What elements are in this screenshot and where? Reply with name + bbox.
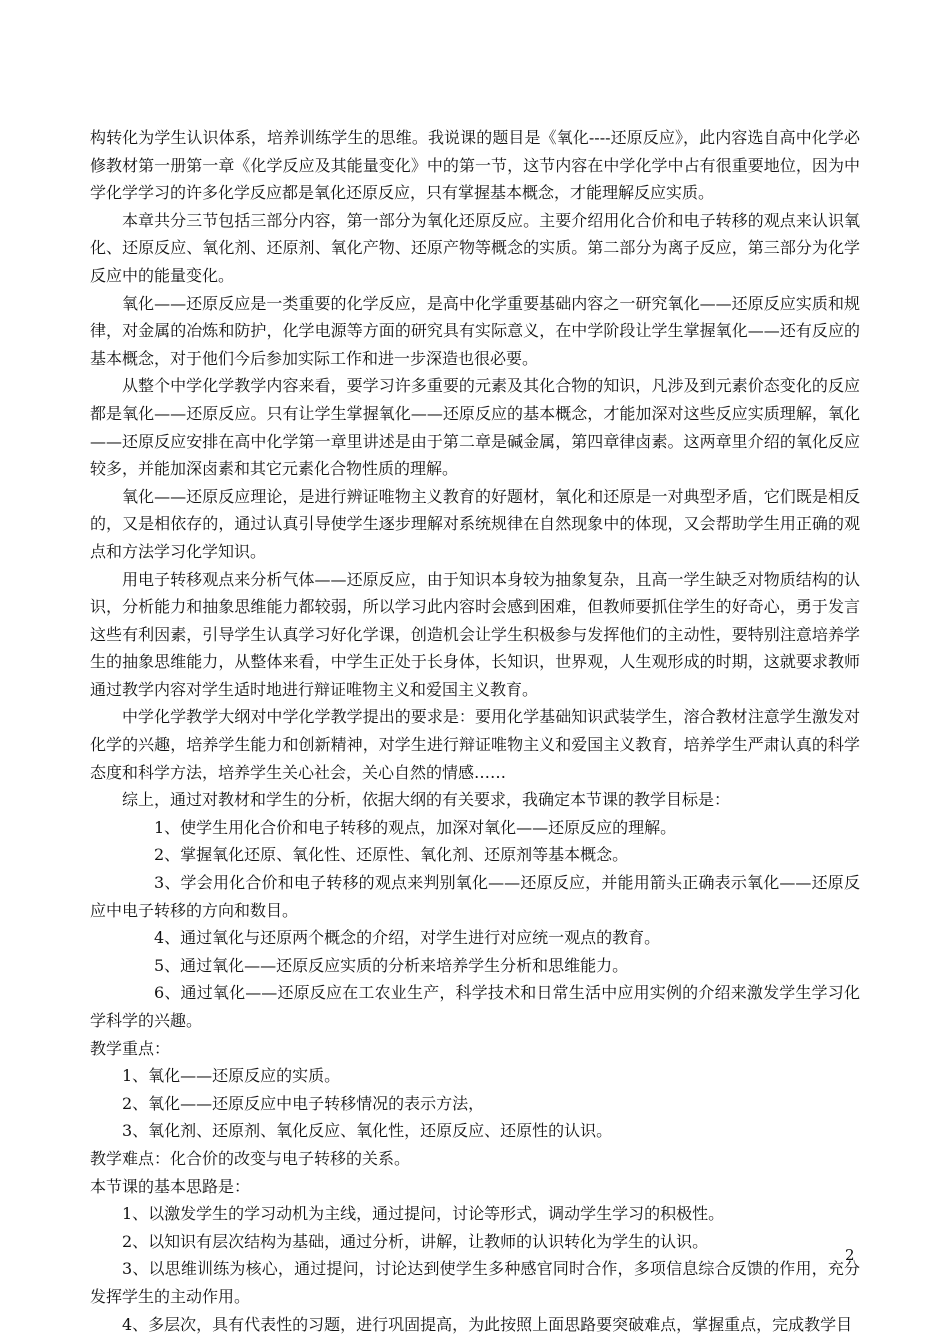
key-point-item: 3、氧化剂、还原剂、氧化反应、氧化性，还原反应、还原性的认识。 [122, 1121, 613, 1141]
approach-item: 1、以激发学生的学习动机为主线，通过提问，讨论等形式，调动学生学习的积极性。 [122, 1204, 725, 1224]
objective-item: 5、通过氧化——还原反应实质的分析来培养学生分析和思维能力。 [154, 955, 629, 975]
key-points-heading: 教学重点： [90, 1038, 171, 1058]
approach-heading: 本节课的基本思路是： [90, 1176, 251, 1196]
key-point-item: 2、氧化——还原反应中电子转移情况的表示方法， [122, 1093, 485, 1113]
document-body [90, 124, 860, 1338]
objective-item: 2、掌握氧化还原、氧化性、还原性、氧化剂、还原剂等基本概念。 [154, 845, 629, 865]
approach-item: 4、多层次，具有代表性的习题，进行巩固提高，为此按照上面思路要突破难点，掌握重点，完成教学目 [122, 1314, 853, 1334]
page-number: 2 [845, 1246, 855, 1264]
approach-item: 2、以知识有层次结构为基础，通过分析，讲解，让教师的认识转化为学生的认识。 [122, 1231, 709, 1251]
difficulty-line: 教学难点：化合价的改变与电子转移的关系。 [90, 1148, 411, 1168]
paragraph-curriculum-position: 从整个中学化学教学内容来看，要学习许多重要的元素及其化合物的知识，凡涉及到元素价态变化的反应都是氧化——还原反应。只有让学生掌握氧化——还原反应的基本概念，才能加深对这些反应实质理解，氧化——还原反应安排在高中化学第一章里讲述是由于第二章是碱金属，第四章律卤素。这两章里介绍的氧化反应较多，并能加深卤素和其它元素化合物性质的理解。 [90, 376, 860, 479]
paragraph-intro: 构转化为学生认识体系，培养训练学生的思维。我说课的题目是《氧化----还原反应》，此内容选自高中化学必修教材第一册第一章《化学反应及其能量变化》中的第一节，这节内容在中学化学中占有很重要地位，因为中学化学学习的许多化学反应都是氧化还原反应，只有掌握基本概念，才能理解反应实质。 [90, 128, 860, 203]
paragraph-chapter-overview: 本章共分三节包括三部分内容，第一部分为氧化还原反应。主要介绍用化合价和电子转移的观点来认识氧化、还原反应、氧化剂、还原剂、氧化产物、还原产物等概念的实质。第二部分为离子反应，第三部分为化学反应中的能量变化。 [90, 210, 860, 285]
objective-item: 3、学会用化合价和电子转移的观点来判别氧化——还原反应，并能用箭头正确表示氧化——还原反应中电子转移的方向和数目。 [90, 873, 860, 920]
key-point-item: 1、氧化——还原反应的实质。 [122, 1066, 341, 1086]
objective-item: 4、通过氧化与还原两个概念的介绍，对学生进行对应统一观点的教育。 [154, 928, 661, 948]
paragraph-dialectics: 氧化——还原反应理论，是进行辨证唯物主义教育的好题材，氧化和还原是一对典型矛盾，它们既是相反的，又是相依存的，通过认真引导使学生逐步理解对系统规律在自然现象中的体现，又会帮助学生用正确的观点和方法学习化学知识。 [90, 486, 860, 561]
objective-item: 6、通过氧化——还原反应在工农业生产，科学技术和日常生活中应用实例的介绍来激发学生学习化学科学的兴趣。 [90, 983, 860, 1030]
approach-item: 3、以思维训练为核心，通过提问，讨论达到使学生多种感官同时合作，多项信息综合反馈的作用，充分发挥学生的主动作用。 [90, 1259, 860, 1306]
paragraph-objectives-intro: 综上，通过对教材和学生的分析，依据大纲的有关要求，我确定本节课的教学目标是： [122, 790, 731, 810]
objective-item: 1、使学生用化合价和电子转移的观点，加深对氧化——还原反应的理解。 [154, 817, 677, 837]
paragraph-student-analysis: 用电子转移观点来分析气体——还原反应，由于知识本身较为抽象复杂，且高一学生缺乏对物质结构的认识，分析能力和抽象思维能力都较弱，所以学习此内容时会感到困难，但教师要抓住学生的好奇心，勇于发言这些有利因素，引导学生认真学习好化学课，创造机会让学生积极参与发挥他们的主动性，要特别注意培养学生的抽象思维能力，从整体来看，中学生正处于长身体，长知识，世界观，人生观形成的时期，这就要求教师通过教学内容对学生适时地进行辩证唯物主义和爱国主义教育。 [90, 569, 860, 699]
paragraph-syllabus-requirements: 中学化学教学大纲对中学化学教学提出的要求是：要用化学基础知识武装学生，溶合教材注意学生激发对化学的兴趣，培养学生能力和创新精神，对学生进行辩证唯物主义和爱国主义教育，培养学生严肃认真的科学态度和科学方法，培养学生关心社会，关心自然的情感…… [90, 707, 860, 782]
paragraph-importance: 氧化——还原反应是一类重要的化学反应，是高中化学重要基础内容之一研究氧化——还原反应实质和规律，对金属的冶炼和防护，化学电源等方面的研究具有实际意义，在中学阶段让学生掌握氧化——还有反应的基本概念，对于他们今后参加实际工作和进一步深造也很必要。 [90, 293, 860, 368]
